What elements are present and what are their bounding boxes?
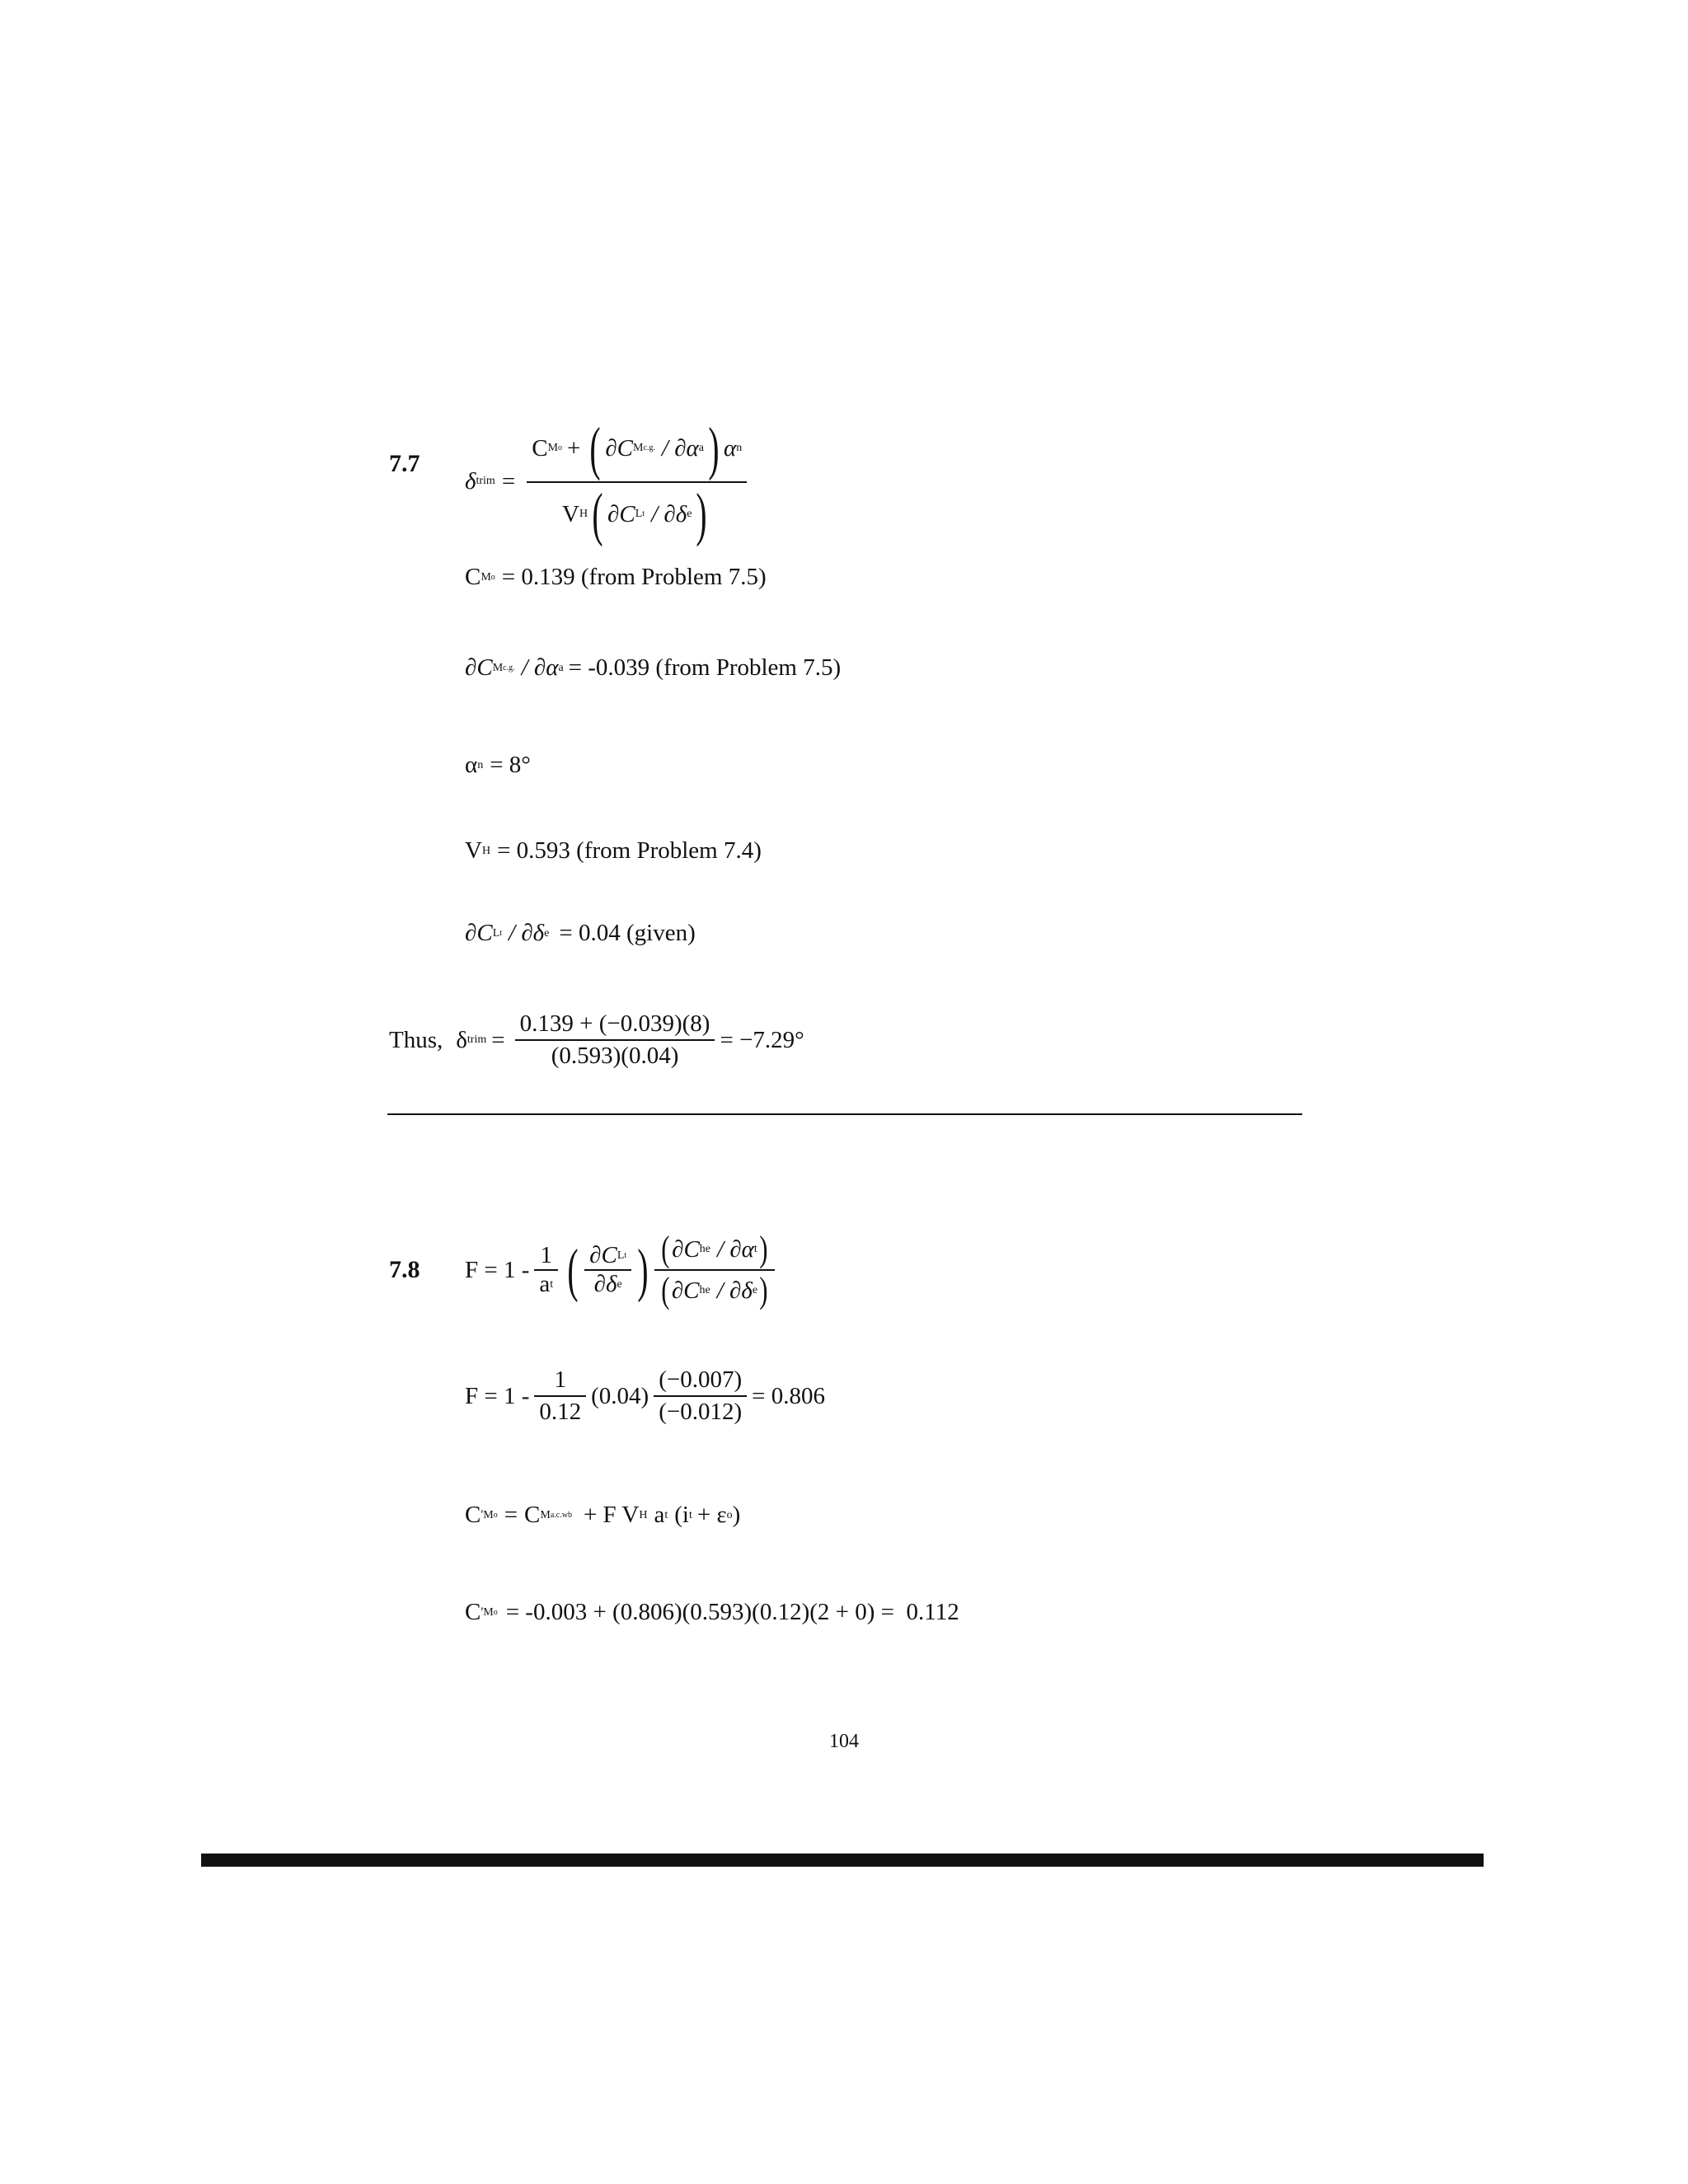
- f3n-close: ): [758, 1229, 768, 1269]
- mcg-sub: M: [633, 442, 644, 454]
- thus-result: = −7.29°: [720, 1026, 804, 1053]
- f-frac1: [534, 1244, 558, 1296]
- dcm-subsub: c.g.: [503, 663, 515, 673]
- f-vh-term: + F V: [583, 1502, 640, 1528]
- dcl-partial-delta: / ∂δ: [509, 920, 545, 946]
- f-frac3-den-partial-c: ∂C: [671, 1277, 700, 1304]
- vh-line-v: V: [465, 837, 482, 864]
- f-calc-frac2: [654, 1368, 747, 1424]
- section-divider: [387, 1113, 1302, 1115]
- f-frac2-sub: L: [617, 1249, 625, 1262]
- dcm-text: = -0.039 (from Problem 7.5): [568, 654, 842, 681]
- f-frac3-den: [654, 1271, 775, 1309]
- trim-denominator: [557, 481, 716, 547]
- dcl-sub: L: [492, 926, 500, 940]
- at-sub: t: [664, 1508, 668, 1521]
- f-frac1-den-a: a: [539, 1271, 551, 1297]
- dcm-sub: M: [492, 661, 504, 674]
- f-frac3-num-alpha-sub: t: [753, 1243, 757, 1255]
- alpha-n-sub: n: [736, 442, 743, 454]
- f-paren-open: (: [567, 1237, 579, 1303]
- f-frac3: [654, 1231, 775, 1309]
- den-l-subsub: t: [642, 509, 645, 518]
- mcg-subsub: c.g.: [643, 443, 655, 452]
- dcl-partial-c: ∂C: [465, 920, 493, 946]
- eps-sub: o: [726, 1508, 733, 1521]
- f-calc-frac2-den: (−0.012): [659, 1399, 743, 1425]
- f-calc-result: = 0.806: [752, 1382, 825, 1409]
- cmo-prime-calc-line: [465, 1601, 959, 1624]
- cmacwb-subsub: a.c.wb: [550, 1510, 572, 1520]
- dcl-subsub: t: [499, 928, 503, 938]
- thus-fraction: [515, 1012, 715, 1068]
- thus-word: Thus,: [389, 1026, 443, 1053]
- dcm-partial-alpha: / ∂α: [521, 654, 559, 681]
- f-formula: [465, 1231, 776, 1309]
- f-frac2-subsub: t: [624, 1250, 627, 1260]
- at-term: a: [654, 1502, 665, 1528]
- f-frac3-den-delta-sub: e: [752, 1284, 758, 1296]
- plus-sign: +: [566, 434, 581, 462]
- it-term: (i: [674, 1502, 689, 1528]
- den-delta-sub: e: [687, 508, 692, 520]
- dcl-text: = 0.04 (given): [559, 920, 696, 946]
- f-calc-frac2-num: (−0.007): [659, 1366, 743, 1393]
- cmo-prime-calc-mark: ': [481, 1605, 484, 1619]
- f-frac2-den-delta: ∂δ: [593, 1271, 617, 1297]
- f-frac1-den-sub: t: [550, 1277, 554, 1291]
- alpha-n-text: = 8°: [490, 752, 531, 778]
- delta-sub: trim: [476, 475, 495, 487]
- cmo-c: C: [465, 564, 481, 590]
- cmo-prime-calc-subsub: o: [493, 1607, 498, 1617]
- f-frac3-den-delta: / ∂δ: [716, 1277, 753, 1304]
- vh-line-sub: H: [481, 844, 491, 857]
- f-frac2-partial-c: ∂C: [589, 1242, 617, 1268]
- f-eq: F = 1 -: [465, 1256, 530, 1283]
- open-paren: (: [589, 415, 601, 481]
- cmo-prime-sub: M: [483, 1508, 494, 1521]
- f-frac2-den: [589, 1271, 627, 1296]
- den-partial-c: ∂C: [607, 500, 635, 527]
- thus-denominator: (0.593)(0.04): [551, 1043, 679, 1069]
- cmo-sub: M: [481, 570, 491, 583]
- equals-sign: =: [501, 467, 516, 494]
- delta-symbol: δ: [465, 467, 476, 494]
- dcm-partial-c: ∂C: [465, 654, 493, 681]
- f-frac2-num: [584, 1244, 631, 1269]
- alpha-sub-a: a: [698, 442, 704, 454]
- vh-line: [465, 839, 762, 863]
- cmo-prime-c: C: [465, 1502, 481, 1528]
- f-calc-frac1: [534, 1368, 586, 1424]
- alpha-n-line-sub: n: [477, 758, 484, 771]
- f-frac3-num-alpha: / ∂α: [717, 1235, 754, 1263]
- it-sub: t: [688, 1508, 692, 1521]
- cm-symbol: C: [532, 434, 548, 462]
- f-calc-line: [465, 1368, 825, 1424]
- f-frac2: [584, 1244, 631, 1296]
- f-frac2-den-sub: e: [617, 1277, 622, 1291]
- cmo-prime-eq: =: [504, 1502, 518, 1528]
- eps-term: + ε: [696, 1502, 727, 1528]
- vh-line-text: = 0.593 (from Problem 7.4): [497, 837, 762, 864]
- cmo-prime-calc-text: = -0.003 + (0.806)(0.593)(0.12)(2 + 0) = 0.112: [505, 1599, 959, 1625]
- thus-delta-sub: trim: [467, 1033, 487, 1046]
- section-7-7-number: 7.7: [389, 450, 420, 477]
- cmo-prime-mark: ': [481, 1507, 484, 1522]
- partial-c: ∂C: [605, 434, 634, 462]
- partial-alpha: / ∂α: [661, 434, 699, 462]
- page-number: 104: [829, 1731, 859, 1752]
- cmo-prime-calc-c: C: [465, 1599, 481, 1625]
- f3n-open: (: [661, 1229, 670, 1269]
- close-paren: ): [708, 415, 720, 481]
- dcm-alpha-sub: a: [558, 661, 564, 674]
- dcl-delta-sub: e: [544, 926, 550, 940]
- cmo-prime-def-line: [465, 1503, 740, 1527]
- close-paren-term: ): [732, 1502, 741, 1528]
- thus-equals: =: [491, 1026, 505, 1053]
- cm-sub: M: [547, 442, 558, 454]
- thus-line: [389, 1012, 804, 1068]
- section-7-8-number: 7.8: [389, 1256, 420, 1283]
- footer-bar: [201, 1854, 1484, 1867]
- alpha-n-symbol: α: [465, 752, 478, 778]
- cmacwb-sub: M: [540, 1508, 551, 1521]
- vh-sub: H: [579, 508, 588, 520]
- delta-trim-formula: [465, 415, 752, 547]
- dcl-line: [465, 921, 696, 945]
- f3d-open: (: [661, 1270, 670, 1310]
- f-frac3-num: [654, 1231, 774, 1269]
- den-partial-delta: / ∂δ: [651, 500, 687, 527]
- f-calc-frac1-num: 1: [554, 1366, 567, 1393]
- thus-numerator: 0.139 + (−0.039)(8): [519, 1010, 710, 1037]
- alpha-n-line: [465, 753, 531, 777]
- cmo-prime-subsub: o: [493, 1510, 498, 1520]
- f-calc-mid: (0.04): [591, 1382, 649, 1409]
- f-frac3-num-sub: he: [699, 1243, 711, 1255]
- cmacwb-c: C: [524, 1502, 541, 1528]
- f-frac3-num-partial-c: ∂C: [672, 1235, 700, 1263]
- trim-numerator: [527, 415, 747, 481]
- f-calc-frac1-den: 0.12: [539, 1399, 582, 1425]
- alpha-n: α: [723, 434, 737, 462]
- cmo-text: = 0.139 (from Problem 7.5): [501, 564, 767, 590]
- vh-symbol: V: [561, 500, 579, 527]
- cmo-subsub: o: [490, 572, 495, 582]
- f-frac3-den-sub: he: [699, 1284, 710, 1296]
- f-frac1-den: [534, 1271, 558, 1296]
- f-vh-sub: H: [639, 1508, 648, 1521]
- cmo-line: [465, 565, 767, 589]
- den-l-sub: L: [635, 508, 643, 520]
- den-close-paren: ): [696, 481, 708, 547]
- f3d-close: ): [759, 1270, 768, 1310]
- trim-fraction: [527, 415, 747, 547]
- cmo-prime-calc-sub: M: [483, 1605, 494, 1619]
- f-calc-eq: F = 1 -: [465, 1382, 530, 1409]
- f-paren-close: ): [637, 1237, 649, 1303]
- thus-delta: δ: [456, 1026, 467, 1053]
- f-frac1-num: 1: [540, 1242, 553, 1268]
- dcm-line: [465, 656, 841, 680]
- cm-subsub: o: [557, 443, 562, 452]
- den-open-paren: (: [592, 481, 603, 547]
